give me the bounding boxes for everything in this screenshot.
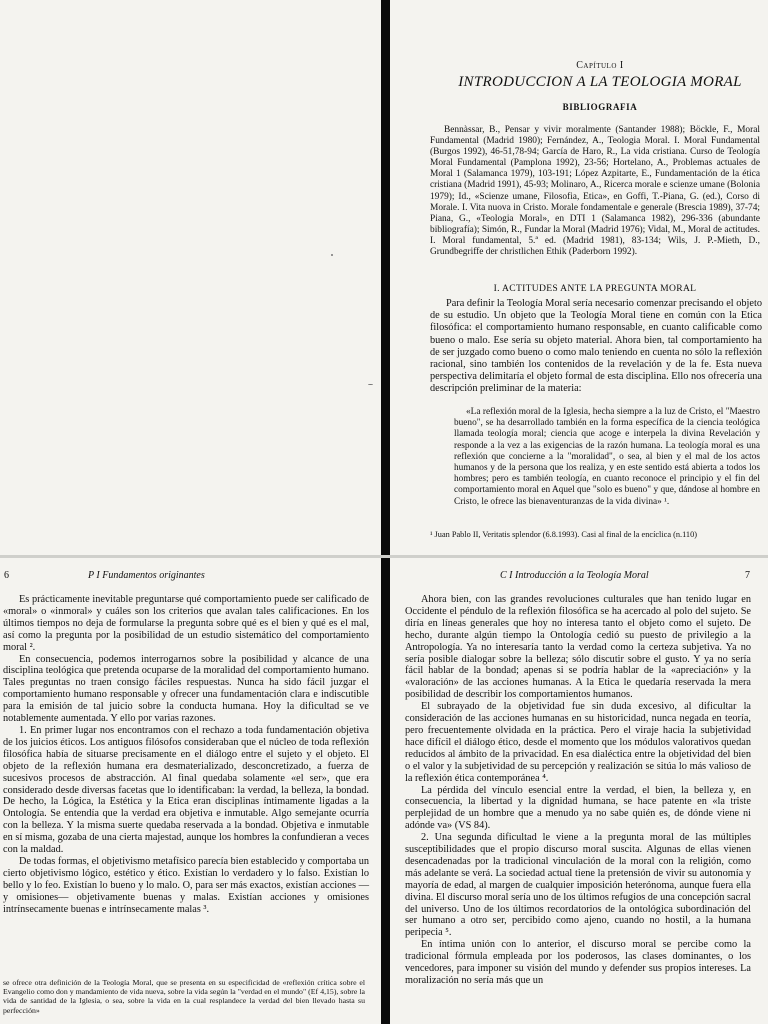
paragraph: 1. En primer lugar nos encontramos con el rechazo a toda fundamentación objetiva de los juicios éticos. Los antiguos filósofos consideraban que el núcleo de toda reflexión filosófica había de situarse precisamente en el diálogo entre el sujeto y el objeto. El objeto de la reflexión humana era desmaterializado, desconcretizado, a fuerza de sucesivos procesos de abstracción. Al final quedaba solamente «el ser», que era considerado desde diversas facetas que lo identificaban: la verdad, la belleza, la bondad. De hecho, la Lógica, la Estética y la Etica eran disciplinas íntimamente ligadas a la Ontología. Se entendía que la verdad era objetiva e inmutable. Algo semejante ocurría con la belleza. Y la misma suerte quedaba reservada a la bondad. Objetiva e inmutable en sí misma, gozaba de una cierta majestad, aunque los hombres la confundieran a veces con la maldad. — [3, 724, 369, 856]
bibliography-heading: BIBLIOGRAFIA — [562, 102, 638, 112]
paragraph: La pérdida del vínculo esencial entre la verdad, el bien, la belleza y, en consecuencia, la libertad y la dignidad humana, se hace patente en «la triste perplejidad de un hombre que a menudo ya no sabe quién es, de dónde viene ni adónde va» (VS 84). — [405, 784, 751, 832]
paragraph: Para definir la Teología Moral sería necesario comenzar precisando el objeto de su estudio. Un objeto que la Teología Moral tiene en común con la Etica filosófica: el comportamiento humano responsable, en cuanto calificable como bueno o malo. Ese sería su objeto material. Ahora bien, tal comportamiento ha de ser juzgado como bueno o como malo teniendo en cuenta no sólo la reflexión racional, sino también los contenidos de la revelación y de la fe. Esta nueva perspectiva delimitaría el objeto formal de esta disciplina. Ello nos ofrecería una descripción preliminar de la materia: — [430, 298, 762, 395]
paragraph: En consecuencia, podemos interrogarnos sobre la posibilidad y alcance de una disciplina teológica que pretenda ocuparse de la moralidad del comportamiento humano. Tales preguntas no traen consigo fáciles respuestas. Nunca ha sido fácil juzgar el comportamiento humano responsable y ofrecer una fundamentación clara e indiscutible para la emisión de tal juicio sobre la conducta humana. Hoy la dificultad se ve notablemente aumentada. Y ello por varias razones. — [3, 653, 369, 725]
chapter-title: INTRODUCCION A LA TEOLOGIA MORAL — [458, 74, 742, 90]
page-top-left-blank — [0, 0, 381, 555]
page-chapter-opening — [390, 0, 768, 555]
intro-paragraph — [430, 298, 762, 396]
running-head: P I Fundamentos originantes — [88, 570, 205, 581]
page-body — [405, 594, 751, 987]
page-body — [3, 594, 369, 915]
footnote: ¹ Juan Pablo II, Veritatis splendor (6.8.1993). Casi al final de la encíclica (n.110) — [430, 530, 697, 539]
scan-speck — [368, 384, 373, 385]
page-6 — [0, 558, 381, 1024]
chapter-label: Capítulo I — [576, 60, 624, 71]
page-7 — [390, 558, 768, 1024]
paragraph: Ahora bien, con las grandes revoluciones culturales que han tenido lugar en Occidente el péndulo de la reflexión filosófica se ha acercado al polo del sujeto. Se diría en líneas generales que hoy no interesa tanto el objeto como el sujeto. De hecho, durante algún tiempo la Ontología cedió su puesto de privilegio a la Antropología. Ya no interesaría tanto la verdad como la certeza subjetiva. Ya no sería posible dialogar sobre la belleza; sólo discutir sobre el gusto. Y ya no sería fácil hablar de la bondad; apenas si se podría hablar de la «apreciación» y la «valoración» de las acciones humanas. A la Etica le quedaría reservada la mera posibilidad de describir los comportamientos humanos. — [405, 594, 751, 701]
paragraph: En íntima unión con lo anterior, el discurso moral se percibe como la tradicional fórmula empleada por los poderosos, las clases dominantes, o los vencedores, para imponer su visión del mundo y defender sus propios intereses. La moralización no sería más que un — [405, 939, 751, 986]
bibliography-text: Bennàssar, B., Pensar y vivir moralmente (Santander 1988); Böckle, F., Moral Fundamental (Madrid 1980); Fernández, A., Teologia Moral. I. Moral Fundamental (Burgos 1992), 46-51,78-94; García de Haro, R., La vida cristiana. Curso de Teología Moral Fundamental (Pamplona 1992), 23-56; Hortelano, A., Problemas actuales de Moral 1 (Salamanca 1979), 103-191; López Azpitarte, E., Fundamentación de la ética cristiana (Madrid 1991), 45-93; Molinaro, A., Ricerca morale e scienze umane (Bolonia 1979); Id., «Scienze umane, Filosofia, Etica», en Goffi, T.-Piana, G. (ed.), Corso di Morale. I. Vita nuova in Cristo. Morale fondamentale e generale (Brescia 1989), 37-74; Piana, G., «Teologia Moral», en DTI 1 (Salamanca 1982), 296-336 (abundante bibliografía); Simón, R., Fundar la Moral (Madrid 1976); Vidal, M., Moral de actitudes. I. Moral fundamental, 5.ª ed. (Madrid 1981), 83-134; Wils, J. P.-Mieth, D., Grundbegriffe der christlichen Ethik (Paderborn 1992). — [430, 125, 760, 258]
scan-speck — [331, 254, 333, 256]
footnote: se ofrece otra definición de la Teología Moral, que se presenta en su especificidad de «reflexión crítica sobre el Evangelio como don y mandamiento de vida nueva, sobre la vida según la "verdad en el mundo" (Ef 4,15), sobre la vida de santidad de la Iglesia, o sea, sobre la vida en la cual resplandece la verdad del bien llevado hasta su perfección» — [3, 978, 365, 1015]
running-head: C I Introducción a la Teología Moral — [500, 570, 649, 581]
book-spine-gutter — [381, 0, 390, 1024]
section-heading: I. ACTITUDES ANTE LA PREGUNTA MORAL — [493, 283, 697, 294]
paragraph: 2. Una segunda dificultad le viene a la pregunta moral de las múltiples susceptibilidades que el propio discurso moral suscita. Algunas de ellas vienen desencadenadas por la tradicional vinculación de la moral con la religión, como más adelante se verá. La sociedad actual tiene la pretensión de vivir su autonomía y mayoría de edad, al margen de cualquier imposición heterónoma, aunque fuera ella divina. El discurso moral sería uno de los últimos refugios de una concepción sacral del universo. Uno de los últimos recordatorios de la ontológica subordinación del ser humano a otro ser, percibido como ajeno, cuando no hostil, a la humana peripecia ⁵. — [405, 832, 751, 939]
paragraph: De todas formas, el objetivismo metafísico parecía bien establecido y comportaba un cierto objetivismo lógico, estético y ético. Existían lo verdadero y lo falso. Existían lo bello y lo feo. Existían lo bueno y lo malo. O, para ser más exactos, existían acciones —y omisiones— objetivamente buenas y malas. Existían acciones y omisiones intrínsecamente buenas e intrínsecamente malas ³. — [3, 855, 369, 915]
paragraph: Es prácticamente inevitable preguntarse qué comportamiento puede ser calificado de «moral» o «inmoral» y cuáles son los criterios que avalan tales calificaciones. En los últimos tiempos no deja de formularse la pregunta sobre qué es el bien y qué es el mal, así como la pregunta por la posibilidad de un estudio sistemático del comportamiento moral ². — [3, 594, 369, 653]
paragraph: El subrayado de la objetividad fue sin duda excesivo, al dificultar la consideración de las acciones humanas en su historicidad, nunca negada en teoría, pero frecuentemente olvidada en la práctica. Pero el viraje hacia la subjetividad hace difícil el diálogo ético, desde el momento que los módulos valorativos quedan reducidos al ámbito de la privacidad. En esa dialéctica entre la objetividad del bien o el valor y la subjetividad de su percepción y realización se sitúa lo más valioso de la reflexión ética contemporánea ⁴. — [405, 701, 751, 784]
block-quote: «La reflexión moral de la Iglesia, hecha siempre a la luz de Cristo, el "Maestro bueno", se ha desarrollado también en la forma específica de la ciencia teológica llamada teología moral; ciencia que acoge e interpela la divina Revelación y responde a la vez a las exigencias de la razón humana. La teología moral es una reflexión que concierne a la "moralidad", o sea, al bien y el mal de los actos humanos y de la persona que los realiza, y en este sentido está abierta a todos los hombres; pero es también teología, en cuanto reconoce el principio y el fin del comportamiento moral en Aquel que "solo es bueno" y que, dándose al hombre en Cristo, le ofrece las bienaventuranzas de la vida divina» ¹. — [454, 407, 760, 507]
page-number: 7 — [745, 570, 750, 581]
page-number: 6 — [4, 570, 9, 581]
page-separator — [0, 555, 768, 558]
